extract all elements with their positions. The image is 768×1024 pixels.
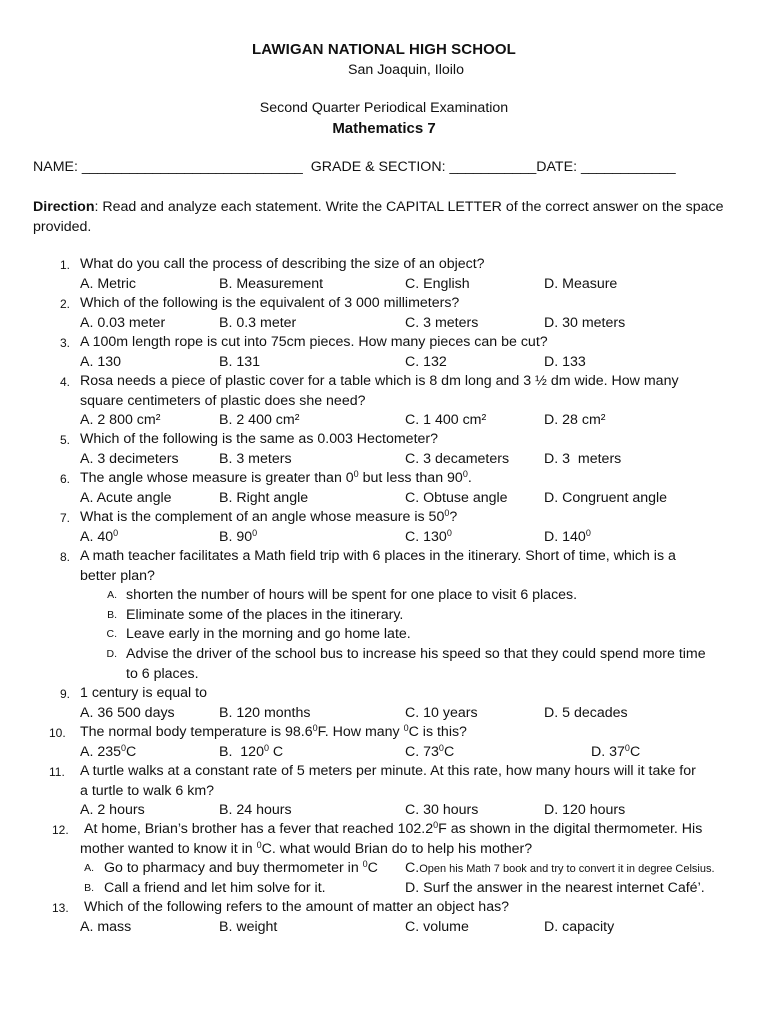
q12-text-line2: [80, 841, 532, 857]
q10-choice-b: [219, 744, 283, 760]
q1-choice-b: B. Measurement: [219, 276, 324, 292]
q9-choice-d: D. 5 decades: [544, 705, 628, 721]
q13-choice-c: C. volume: [405, 919, 469, 935]
q8-choice-a: shorten the number of hours will be spent for one place to visit 6 places.: [126, 587, 578, 603]
q10-degree-1: 0: [312, 723, 318, 733]
q12-text1-pre: At home, Brian’s brother has a fever that reached 102.2: [84, 821, 434, 837]
q10-choice-c-text: C. 73: [405, 744, 439, 760]
q10-choice-a-text: A. 235: [80, 744, 122, 760]
q8-text-line1: A math teacher facilitates a Math field trip with 6 places in the itinerary. Short of time, which is a: [80, 548, 676, 564]
q8-letter-b: B.: [107, 609, 117, 621]
q4-choice-d: D. 28 cm²: [544, 412, 606, 428]
student-info-line: [33, 159, 676, 175]
q10-choice-c-degree: 0: [438, 743, 444, 753]
q7-number: 7.: [59, 511, 70, 525]
q7-degree: 0: [444, 508, 450, 518]
q2-choice-d: D. 30 meters: [544, 315, 626, 331]
q12-letter-b: B.: [84, 882, 94, 894]
q7-choice-b-degree: 0: [252, 528, 258, 538]
q12-text-line1: [84, 821, 702, 837]
q5-choice-a: A. 3 decimeters: [80, 451, 179, 467]
q6-text-pre: The angle whose measure is greater than 0: [80, 470, 354, 486]
q7-text: [80, 509, 457, 525]
q12-choice-a-pre: Go to pharmacy and buy thermometer in: [104, 860, 363, 876]
q13-number: 13.: [52, 901, 69, 915]
q12-choice-c: [405, 860, 715, 876]
q2-text: Which of the following is the equivalent of 3 000 millimeters?: [80, 295, 460, 311]
q11-text-line1: A turtle walks at a constant rate of 5 meters per minute. At this rate, how many hours will it take for: [80, 763, 696, 779]
q10-choice-a: [80, 744, 136, 760]
q6-choice-d: D. Congruent angle: [544, 490, 668, 506]
q1-choice-c: C. English: [405, 276, 470, 292]
q2-choice-b: B. 0.3 meter: [219, 315, 297, 331]
q12-choice-c-text: Open his Math 7 book and try to convert it in degree Celsius.: [419, 863, 715, 875]
date-label: DATE:: [536, 159, 578, 175]
q10-number: 10.: [49, 726, 66, 740]
q12-degree-1: 0: [433, 820, 439, 830]
q11-text-line2: a turtle to walk 6 km?: [80, 783, 215, 799]
q6-text-post: .: [467, 470, 472, 486]
q2-choice-a: A. 0.03 meter: [80, 315, 166, 331]
q7-choice-c-text: C. 130: [405, 529, 447, 545]
q4-text-line1: Rosa needs a piece of plastic cover for a table which is 8 dm long and 3 ½ dm wide. How many: [80, 373, 679, 389]
q13-text: Which of the following refers to the amount of matter an object has?: [84, 899, 510, 915]
q7-choice-b-text: B. 90: [219, 529, 253, 545]
q1-choice-d: D. Measure: [544, 276, 618, 292]
q4-choice-a: A. 2 800 cm²: [80, 412, 161, 428]
q12-number: 12.: [52, 823, 69, 837]
q4-choice-b: B. 2 400 cm²: [219, 412, 300, 428]
q3-choice-d: D. 133: [544, 354, 586, 370]
q12-choice-a-degree: 0: [362, 859, 368, 869]
q7-choice-d: [544, 529, 591, 545]
q11-choice-b: B. 24 hours: [219, 802, 292, 818]
q5-choice-d: D. 3 meters: [544, 451, 622, 467]
q10-choice-d-degree: 0: [624, 743, 630, 753]
q7-choice-a: [80, 529, 118, 545]
q10-choice-d-unit: C: [629, 744, 641, 760]
direction-text: [33, 198, 733, 237]
q10-text-post: C is this?: [408, 724, 467, 740]
direction-label: Direction: [33, 199, 95, 215]
direction-body: : Read and analyze each statement. Write the CAPITAL LETTER of the correct answer on the space provided.: [33, 199, 724, 235]
q6-number: 6.: [59, 472, 70, 486]
q8-letter-d: D.: [106, 648, 117, 660]
q10-choice-c: [405, 744, 454, 760]
q10-text-mid: F. How many: [317, 724, 404, 740]
q7-choice-c: [405, 529, 452, 545]
grade-blank: ___________: [449, 159, 537, 175]
name-label: NAME:: [33, 159, 78, 175]
q4-choice-c: C. 1 400 cm²: [405, 412, 487, 428]
q11-number: 11.: [49, 765, 65, 779]
subject-title: Mathematics 7: [332, 120, 436, 137]
q6-text-mid: but less than 90: [358, 470, 463, 486]
q7-choice-c-degree: 0: [446, 528, 452, 538]
q5-text: Which of the following is the same as 0.003 Hectometer?: [80, 431, 439, 447]
q8-letter-c: C.: [106, 628, 117, 640]
q3-number: 3.: [59, 336, 70, 350]
q10-choice-a-degree: 0: [121, 743, 127, 753]
q10-text-pre: The normal body temperature is 98.6: [80, 724, 313, 740]
q7-choice-d-text: D. 140: [544, 529, 586, 545]
grade-label: GRADE & SECTION:: [310, 159, 446, 175]
q11-choice-c: C. 30 hours: [405, 802, 479, 818]
q3-text: A 100m length rope is cut into 75cm pieces. How many pieces can be cut?: [80, 334, 548, 350]
q5-choice-c: C. 3 decameters: [405, 451, 510, 467]
q10-choice-b-unit: C: [268, 744, 284, 760]
q1-text: What do you call the process of describing the size of an object?: [80, 256, 485, 272]
q11-choice-a: A. 2 hours: [80, 802, 145, 818]
q12-choice-d: D. Surf the answer in the nearest internet Café’.: [405, 880, 705, 896]
q11-choice-d: D. 120 hours: [544, 802, 626, 818]
q9-number: 9.: [59, 687, 70, 701]
q13-choice-b: B. weight: [219, 919, 278, 935]
q10-choice-b-degree: 0: [263, 743, 269, 753]
q6-choice-b: B. Right angle: [219, 490, 309, 506]
q1-choice-a: A. Metric: [80, 276, 136, 292]
q8-number: 8.: [59, 550, 70, 564]
q7-choice-a-degree: 0: [113, 528, 119, 538]
q2-choice-c: C. 3 meters: [405, 315, 479, 331]
q5-choice-b: B. 3 meters: [219, 451, 292, 467]
q6-degree-1: 0: [353, 469, 359, 479]
q8-choice-b: Eliminate some of the places in the itinerary.: [126, 607, 404, 623]
q12-text1-post: F as shown in the digital thermometer. His: [438, 821, 703, 837]
q12-letter-a: A.: [84, 862, 94, 874]
q4-text-line2: square centimeters of plastic does she need?: [80, 393, 366, 409]
q10-text: [80, 724, 467, 740]
q5-number: 5.: [59, 433, 70, 447]
q10-degree-2: 0: [403, 723, 409, 733]
q9-choice-b: B. 120 months: [219, 705, 311, 721]
q8-choice-d-line1: Advise the driver of the school bus to increase his speed so that they could spend more time: [126, 646, 706, 662]
q3-choice-a: A. 130: [80, 354, 122, 370]
q9-choice-c: C. 10 years: [405, 705, 478, 721]
q7-text-pre: What is the complement of an angle whose measure is 50: [80, 509, 445, 525]
q7-choice-b: [219, 529, 257, 545]
q6-text: [80, 470, 472, 486]
q8-letter-a: A.: [107, 589, 117, 601]
q12-choice-a: [104, 860, 378, 876]
q1-number: 1.: [59, 258, 70, 272]
q12-text2-post: C. what would Brian do to help his mother?: [261, 841, 533, 857]
q6-choice-a: A. Acute angle: [80, 490, 172, 506]
q13-choice-a: A. mass: [80, 919, 132, 935]
q12-degree-2: 0: [256, 840, 262, 850]
school-name: LAWIGAN NATIONAL HIGH SCHOOL: [252, 41, 516, 58]
q12-choice-a-post: C: [367, 860, 378, 876]
q12-choice-b: Call a friend and let him solve for it.: [104, 880, 326, 896]
name-blank: ____________________________: [81, 159, 303, 175]
q7-text-post: ?: [449, 509, 458, 525]
q10-choice-d: [591, 744, 640, 760]
q12-choice-c-letter: C.: [405, 860, 420, 876]
q3-choice-c: C. 132: [405, 354, 447, 370]
date-blank: ____________: [580, 159, 676, 175]
q6-degree-2: 0: [462, 469, 468, 479]
q10-choice-d-text: D. 37: [591, 744, 625, 760]
q7-choice-d-degree: 0: [585, 528, 591, 538]
q6-choice-c: C. Obtuse angle: [405, 490, 508, 506]
exam-title: Second Quarter Periodical Examination: [259, 100, 509, 116]
q2-number: 2.: [59, 297, 70, 311]
q10-choice-b-text: B. 120: [219, 744, 264, 760]
q9-choice-a: A. 36 500 days: [80, 705, 175, 721]
q8-choice-c: Leave early in the morning and go home late.: [126, 626, 411, 642]
q4-number: 4.: [59, 375, 70, 389]
q13-choice-d: D. capacity: [544, 919, 615, 935]
q8-text-line2: better plan?: [80, 568, 155, 584]
q7-choice-a-text: A. 40: [80, 529, 114, 545]
q8-choice-d-line2: to 6 places.: [126, 666, 199, 682]
q9-text: 1 century is equal to: [80, 685, 207, 701]
q10-choice-c-unit: C: [443, 744, 455, 760]
school-location: San Joaquin, Iloilo: [348, 62, 464, 78]
q3-choice-b: B. 131: [219, 354, 261, 370]
q10-choice-a-unit: C: [126, 744, 137, 760]
q12-text2-pre: mother wanted to know it in: [80, 841, 257, 857]
